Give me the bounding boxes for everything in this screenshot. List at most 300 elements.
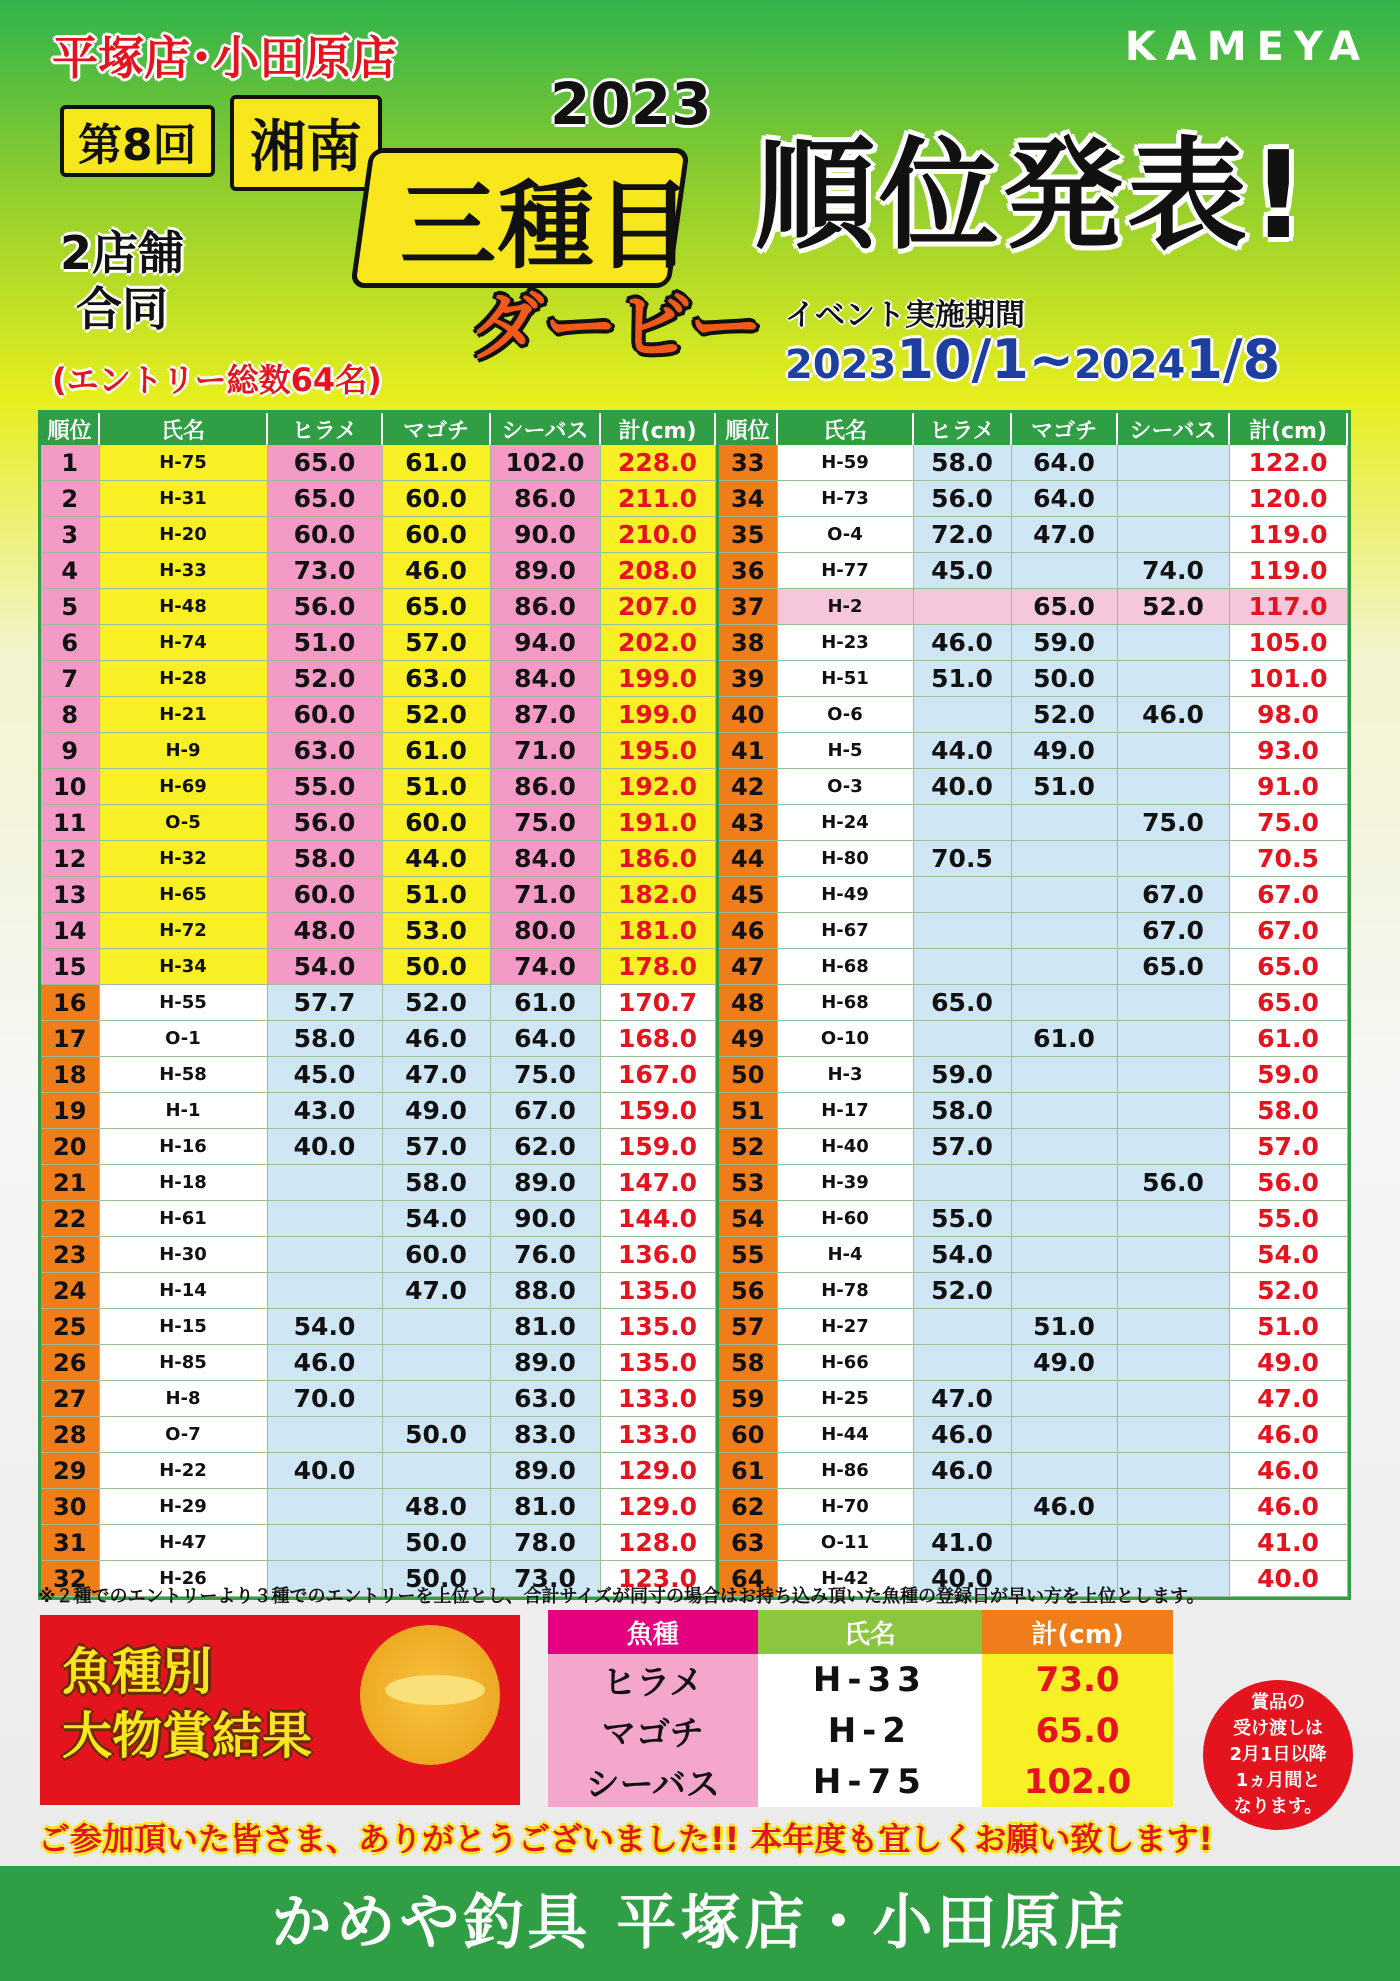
rank-cell: 22 [41, 1201, 99, 1237]
total-cell: 167.0 [600, 1057, 715, 1093]
name-cell: H-80 [777, 841, 913, 877]
name-cell: H-65 [99, 877, 267, 913]
hirame-cell [267, 1273, 382, 1309]
ranking-row [41, 697, 715, 733]
magochi-cell [1011, 841, 1117, 877]
seabass-cell: 94.0 [490, 625, 600, 661]
name-cell: O-3 [777, 769, 913, 805]
seabass-cell [1117, 1057, 1229, 1093]
event-subtitle: ダービー [470, 284, 764, 370]
ranking-row [719, 913, 1347, 949]
total-cell: 135.0 [600, 1309, 715, 1345]
name-cell: H-3 [777, 1057, 913, 1093]
seabass-cell: 88.0 [490, 1273, 600, 1309]
period-end: 1/8 [1185, 328, 1281, 391]
header-magochi: マゴチ [1011, 413, 1117, 445]
total-cell: 117.0 [1229, 589, 1347, 625]
hirame-cell: 40.0 [913, 769, 1011, 805]
magochi-cell: 64.0 [1011, 445, 1117, 481]
seabass-cell: 81.0 [490, 1309, 600, 1345]
rank-cell: 15 [41, 949, 99, 985]
ranking-row [41, 877, 715, 913]
total-cell: 40.0 [1229, 1561, 1347, 1597]
seabass-cell: 74.0 [1117, 553, 1229, 589]
hirame-cell: 58.0 [267, 841, 382, 877]
seabass-cell: 75.0 [490, 805, 600, 841]
rank-cell: 58 [719, 1345, 777, 1381]
magochi-cell: 50.0 [382, 949, 490, 985]
rank-cell: 43 [719, 805, 777, 841]
hirame-cell: 54.0 [267, 949, 382, 985]
seabass-cell: 74.0 [490, 949, 600, 985]
ranking-row [719, 1453, 1347, 1489]
header-hirame: ヒラメ [267, 413, 382, 445]
name-cell: H-47 [99, 1525, 267, 1561]
rank-cell: 3 [41, 517, 99, 553]
award-row [548, 1756, 1173, 1807]
ranking-row [719, 1057, 1347, 1093]
name-cell: O-1 [99, 1021, 267, 1057]
total-cell: 135.0 [600, 1345, 715, 1381]
seabass-cell [1117, 1489, 1229, 1525]
rank-cell: 57 [719, 1309, 777, 1345]
total-cell: 46.0 [1229, 1453, 1347, 1489]
hirame-cell: 48.0 [267, 913, 382, 949]
rank-cell: 10 [41, 769, 99, 805]
hirame-cell: 44.0 [913, 733, 1011, 769]
magochi-cell: 52.0 [382, 697, 490, 733]
magochi-cell: 65.0 [1011, 589, 1117, 625]
name-cell: H-70 [777, 1489, 913, 1525]
rank-cell: 46 [719, 913, 777, 949]
magochi-cell [1011, 1381, 1117, 1417]
name-cell: H-22 [99, 1453, 267, 1489]
total-cell: 120.0 [1229, 481, 1347, 517]
name-cell: H-48 [99, 589, 267, 625]
magochi-cell: 48.0 [382, 1489, 490, 1525]
rank-cell: 24 [41, 1273, 99, 1309]
hirame-cell: 52.0 [267, 661, 382, 697]
hirame-cell [913, 589, 1011, 625]
ranking-row [719, 1345, 1347, 1381]
rank-cell: 12 [41, 841, 99, 877]
hirame-cell: 40.0 [913, 1561, 1011, 1597]
hirame-cell [267, 1417, 382, 1453]
ranking-row [41, 1489, 715, 1525]
total-cell: 207.0 [600, 589, 715, 625]
header-name: 氏名 [99, 413, 267, 445]
name-cell: H-49 [777, 877, 913, 913]
award-header-name: 氏名 [758, 1610, 983, 1654]
name-cell: O-6 [777, 697, 913, 733]
magochi-cell: 50.0 [1011, 661, 1117, 697]
magochi-cell [382, 1345, 490, 1381]
seabass-cell [1117, 1381, 1229, 1417]
rank-cell: 42 [719, 769, 777, 805]
ranking-row [41, 841, 715, 877]
ranking-row [719, 1417, 1347, 1453]
ranking-row [41, 1057, 715, 1093]
total-cell: 228.0 [600, 445, 715, 481]
name-cell: H-77 [777, 553, 913, 589]
hirame-cell [913, 805, 1011, 841]
magochi-cell: 44.0 [382, 841, 490, 877]
header-total: 計(cm) [600, 413, 715, 445]
prize-note-line: なります。 [1233, 1796, 1323, 1817]
joint-line-1: 2店舗 [60, 226, 185, 280]
ranking-row [41, 1093, 715, 1129]
rank-cell: 61 [719, 1453, 777, 1489]
hirame-cell: 40.0 [267, 1129, 382, 1165]
total-cell: 135.0 [600, 1273, 715, 1309]
seabass-cell: 86.0 [490, 589, 600, 625]
hirame-cell [913, 949, 1011, 985]
award-title-line-2: 大物賞結果 [62, 1707, 312, 1765]
seabass-cell: 90.0 [490, 517, 600, 553]
prize-note-line: 受け渡しは [1233, 1718, 1323, 1739]
rank-cell: 33 [719, 445, 777, 481]
total-cell: 101.0 [1229, 661, 1347, 697]
name-cell: H-17 [777, 1093, 913, 1129]
name-cell: H-74 [99, 625, 267, 661]
hirame-cell: 65.0 [913, 985, 1011, 1021]
seabass-cell: 80.0 [490, 913, 600, 949]
magochi-cell: 61.0 [382, 733, 490, 769]
seabass-cell [1117, 1021, 1229, 1057]
seabass-cell: 86.0 [490, 769, 600, 805]
magochi-cell: 47.0 [382, 1057, 490, 1093]
seabass-cell: 63.0 [490, 1381, 600, 1417]
hirame-cell: 46.0 [267, 1345, 382, 1381]
magochi-cell [1011, 1201, 1117, 1237]
seabass-cell: 62.0 [490, 1129, 600, 1165]
rank-cell: 20 [41, 1129, 99, 1165]
table-header-row [41, 413, 715, 445]
rank-cell: 31 [41, 1525, 99, 1561]
rank-cell: 47 [719, 949, 777, 985]
hirame-cell: 40.0 [267, 1453, 382, 1489]
rank-cell: 41 [719, 733, 777, 769]
ranking-table-right [716, 410, 1351, 1600]
ranking-row [41, 733, 715, 769]
name-cell: H-14 [99, 1273, 267, 1309]
hirame-cell [913, 913, 1011, 949]
hirame-cell: 70.0 [267, 1381, 382, 1417]
seabass-cell [1117, 1237, 1229, 1273]
ranking-row [719, 805, 1347, 841]
rank-cell: 62 [719, 1489, 777, 1525]
name-cell: H-42 [777, 1561, 913, 1597]
magochi-cell: 53.0 [382, 913, 490, 949]
rank-cell: 50 [719, 1057, 777, 1093]
total-cell: 211.0 [600, 481, 715, 517]
name-cell: H-75 [99, 445, 267, 481]
award-title-line-1: 魚種別 [62, 1643, 212, 1701]
hirame-cell: 45.0 [913, 553, 1011, 589]
name-cell: H-69 [99, 769, 267, 805]
name-cell: O-10 [777, 1021, 913, 1057]
ranking-row [41, 1525, 715, 1561]
header-rank: 順位 [719, 413, 777, 445]
total-cell: 192.0 [600, 769, 715, 805]
name-cell: H-8 [99, 1381, 267, 1417]
seabass-cell [1117, 1129, 1229, 1165]
seabass-cell [1117, 1417, 1229, 1453]
magochi-cell: 60.0 [382, 1237, 490, 1273]
hirame-cell: 57.0 [913, 1129, 1011, 1165]
hirame-cell: 58.0 [913, 445, 1011, 481]
header-hirame: ヒラメ [913, 413, 1011, 445]
award-row [548, 1705, 1173, 1756]
magochi-cell [1011, 949, 1117, 985]
rank-cell: 51 [719, 1093, 777, 1129]
name-cell: H-1 [99, 1093, 267, 1129]
hirame-cell: 65.0 [267, 481, 382, 517]
magochi-cell [1011, 1525, 1117, 1561]
hirame-cell: 51.0 [913, 661, 1011, 697]
hirame-cell: 60.0 [267, 517, 382, 553]
name-cell: H-44 [777, 1417, 913, 1453]
hirame-cell: 51.0 [267, 625, 382, 661]
rank-cell: 2 [41, 481, 99, 517]
prize-note-line: 2月1日以降 [1229, 1744, 1327, 1765]
award-name: H-75 [758, 1756, 983, 1807]
seabass-cell [1117, 1201, 1229, 1237]
award-table [548, 1610, 1173, 1807]
name-cell: H-60 [777, 1201, 913, 1237]
seabass-cell [1117, 1309, 1229, 1345]
header-seabass: シーバス [1117, 413, 1229, 445]
ranking-row [41, 1129, 715, 1165]
rank-cell: 63 [719, 1525, 777, 1561]
prize-note-line: 1ヵ月間と [1235, 1770, 1321, 1791]
total-cell: 136.0 [600, 1237, 715, 1273]
magochi-cell: 50.0 [382, 1525, 490, 1561]
ranking-row [41, 949, 715, 985]
total-cell: 98.0 [1229, 697, 1347, 733]
rank-cell: 1 [41, 445, 99, 481]
ranking-row [719, 589, 1347, 625]
seabass-cell [1117, 517, 1229, 553]
magochi-cell [1011, 1129, 1117, 1165]
name-cell: H-27 [777, 1309, 913, 1345]
ranking-row [41, 553, 715, 589]
award-header-size: 計(cm) [982, 1610, 1173, 1654]
magochi-cell: 49.0 [1011, 1345, 1117, 1381]
total-cell: 55.0 [1229, 1201, 1347, 1237]
ranking-row [41, 1201, 715, 1237]
name-cell: H-26 [99, 1561, 267, 1597]
ranking-row [41, 985, 715, 1021]
magochi-cell [1011, 913, 1117, 949]
seabass-cell: 75.0 [1117, 805, 1229, 841]
rank-cell: 11 [41, 805, 99, 841]
ranking-row [41, 589, 715, 625]
name-cell: H-40 [777, 1129, 913, 1165]
ranking-row [41, 1381, 715, 1417]
name-cell: H-33 [99, 553, 267, 589]
rank-cell: 49 [719, 1021, 777, 1057]
name-cell: H-67 [777, 913, 913, 949]
ranking-row [41, 1273, 715, 1309]
magochi-cell: 60.0 [382, 517, 490, 553]
hirame-cell: 55.0 [267, 769, 382, 805]
ranking-row [719, 661, 1347, 697]
header-magochi: マゴチ [382, 413, 490, 445]
name-cell: O-7 [99, 1417, 267, 1453]
rank-cell: 14 [41, 913, 99, 949]
magochi-cell: 52.0 [1011, 697, 1117, 733]
seabass-cell: 46.0 [1117, 697, 1229, 733]
rank-cell: 25 [41, 1309, 99, 1345]
ranking-row [719, 1525, 1347, 1561]
fish-body-icon [385, 1675, 485, 1705]
hirame-cell: 63.0 [267, 733, 382, 769]
rank-cell: 44 [719, 841, 777, 877]
magochi-cell: 51.0 [382, 769, 490, 805]
ranking-row [719, 1201, 1347, 1237]
event-year: 2023 [550, 70, 712, 138]
ranking-row [719, 1309, 1347, 1345]
rank-cell: 16 [41, 985, 99, 1021]
brand-logo: KAMEYA [1124, 24, 1370, 70]
name-cell: H-61 [99, 1201, 267, 1237]
total-cell: 51.0 [1229, 1309, 1347, 1345]
ranking-row [719, 625, 1347, 661]
name-cell: H-73 [777, 481, 913, 517]
name-cell: H-24 [777, 805, 913, 841]
ranking-row [41, 1309, 715, 1345]
hirame-cell: 72.0 [913, 517, 1011, 553]
hirame-cell [913, 1165, 1011, 1201]
magochi-cell: 54.0 [382, 1201, 490, 1237]
hirame-cell: 46.0 [913, 1417, 1011, 1453]
ranking-row [41, 517, 715, 553]
total-cell: 128.0 [600, 1525, 715, 1561]
magochi-cell [1011, 1237, 1117, 1273]
total-cell: 186.0 [600, 841, 715, 877]
hirame-cell: 45.0 [267, 1057, 382, 1093]
hirame-cell: 56.0 [913, 481, 1011, 517]
hirame-cell [913, 1021, 1011, 1057]
name-cell: O-4 [777, 517, 913, 553]
total-cell: 56.0 [1229, 1165, 1347, 1201]
magochi-cell [1011, 1165, 1117, 1201]
ranking-row [719, 877, 1347, 913]
seabass-cell: 81.0 [490, 1489, 600, 1525]
rank-cell: 37 [719, 589, 777, 625]
seabass-cell: 84.0 [490, 661, 600, 697]
rank-cell: 18 [41, 1057, 99, 1093]
thank-you-message: ご参加頂いた皆さま、ありがとうございました!! 本年度も宜しくお願い致します! [38, 1820, 1213, 1858]
total-cell: 181.0 [600, 913, 715, 949]
total-cell: 91.0 [1229, 769, 1347, 805]
hirame-cell [913, 1309, 1011, 1345]
rank-cell: 21 [41, 1165, 99, 1201]
seabass-cell [1117, 445, 1229, 481]
name-cell: H-2 [777, 589, 913, 625]
ranking-row [719, 769, 1347, 805]
hirame-cell [267, 1201, 382, 1237]
award-title [62, 1640, 312, 1768]
rank-cell: 32 [41, 1561, 99, 1597]
ranking-row [719, 949, 1347, 985]
header-rank: 順位 [41, 413, 99, 445]
ranking-row [41, 445, 715, 481]
ranking-row [719, 697, 1347, 733]
rank-cell: 60 [719, 1417, 777, 1453]
name-cell: O-11 [777, 1525, 913, 1561]
magochi-cell [1011, 985, 1117, 1021]
total-cell: 147.0 [600, 1165, 715, 1201]
name-cell: H-68 [777, 985, 913, 1021]
hirame-cell [913, 1345, 1011, 1381]
hirame-cell: 60.0 [267, 697, 382, 733]
total-cell: 52.0 [1229, 1273, 1347, 1309]
seabass-cell [1117, 481, 1229, 517]
hirame-cell [913, 1489, 1011, 1525]
event-title: 三種目 [400, 170, 694, 282]
name-cell: H-23 [777, 625, 913, 661]
hirame-cell [267, 1489, 382, 1525]
award-size: 73.0 [982, 1654, 1173, 1705]
total-cell: 67.0 [1229, 913, 1347, 949]
total-cell: 144.0 [600, 1201, 715, 1237]
header-seabass: シーバス [490, 413, 600, 445]
award-header-species: 魚種 [548, 1610, 758, 1654]
award-name: H-2 [758, 1705, 983, 1756]
seabass-cell [1117, 1453, 1229, 1489]
hirame-cell: 55.0 [913, 1201, 1011, 1237]
rank-cell: 48 [719, 985, 777, 1021]
magochi-cell [1011, 877, 1117, 913]
event-period [785, 328, 1280, 391]
seabass-cell: 71.0 [490, 733, 600, 769]
total-cell: 41.0 [1229, 1525, 1347, 1561]
total-cell: 75.0 [1229, 805, 1347, 841]
total-cell: 199.0 [600, 661, 715, 697]
ranking-row [719, 1165, 1347, 1201]
hirame-cell: 52.0 [913, 1273, 1011, 1309]
seabass-cell: 89.0 [490, 1345, 600, 1381]
hirame-cell: 56.0 [267, 805, 382, 841]
total-cell: 46.0 [1229, 1489, 1347, 1525]
period-start-year: 2023 [785, 342, 897, 388]
rank-cell: 53 [719, 1165, 777, 1201]
name-cell: H-25 [777, 1381, 913, 1417]
magochi-cell: 47.0 [382, 1273, 490, 1309]
ranking-row [719, 1237, 1347, 1273]
ranking-row [41, 769, 715, 805]
hirame-cell [267, 1525, 382, 1561]
magochi-cell: 51.0 [1011, 1309, 1117, 1345]
seabass-cell: 67.0 [1117, 913, 1229, 949]
footer-store-name: かめや釣具 平塚店・小田原店 [271, 1888, 1129, 1958]
ranking-row [41, 1345, 715, 1381]
ranking-row [719, 445, 1347, 481]
seabass-cell: 61.0 [490, 985, 600, 1021]
total-cell: 123.0 [600, 1561, 715, 1597]
joint-line-2: 合同 [76, 282, 168, 336]
rank-cell: 30 [41, 1489, 99, 1525]
name-cell: O-5 [99, 805, 267, 841]
award-row [548, 1654, 1173, 1705]
magochi-cell: 52.0 [382, 985, 490, 1021]
ranking-title: 順位発表! [755, 127, 1310, 266]
seabass-cell: 52.0 [1117, 589, 1229, 625]
total-cell: 208.0 [600, 553, 715, 589]
total-cell: 65.0 [1229, 985, 1347, 1021]
